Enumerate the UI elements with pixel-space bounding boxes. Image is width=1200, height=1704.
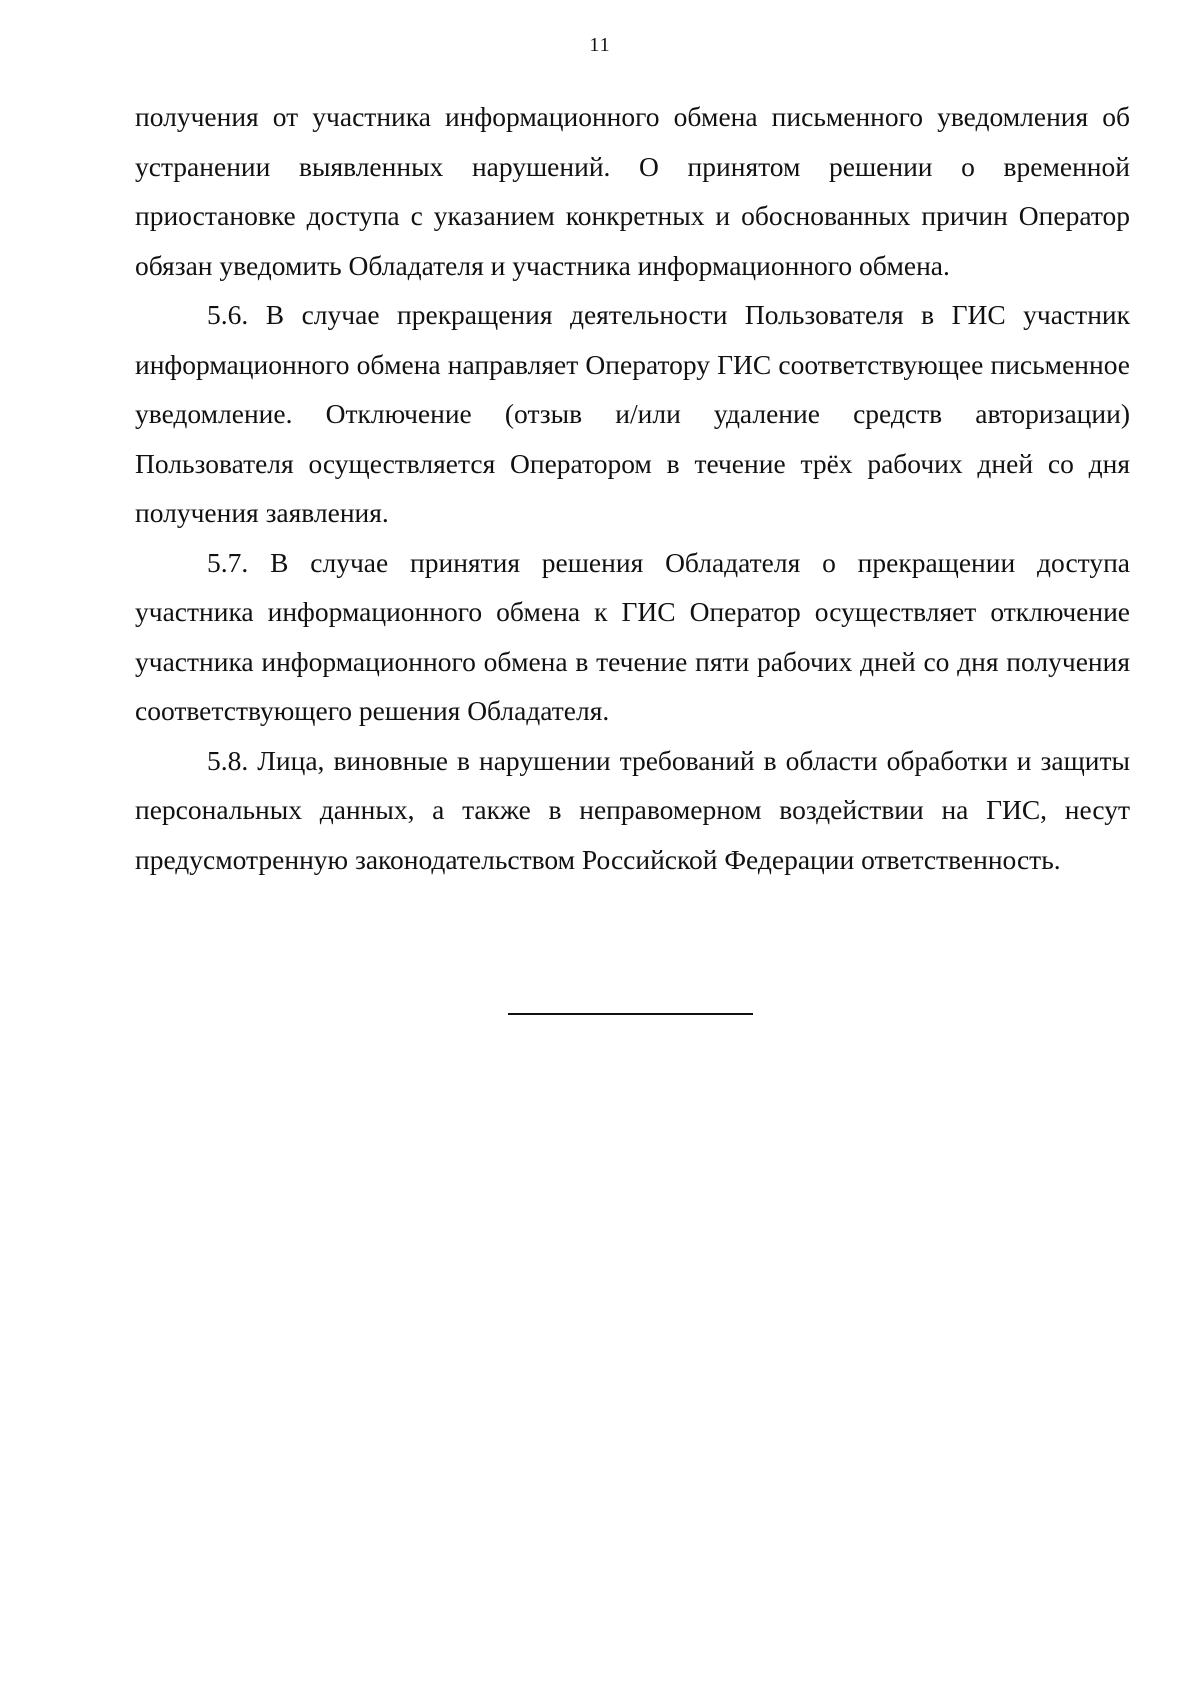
paragraph-5-7: 5.7. В случае принятия решения Обладателя о прекращении доступа участника информационного обмена к ГИС Оператор осуществляет отключение участника информационного обмена в течение пяти рабочих дней со дня получения соответствующего решения Обладателя. xyxy=(135,546,1130,726)
document-body xyxy=(135,92,1130,884)
page-number: 11 xyxy=(589,34,611,56)
paragraph-5-8: 5.8. Лица, виновные в нарушении требований в области обработки и защиты персональных данных, а также в неправомерном воздействии на ГИС, несут предусмотренную законодательством Российской Федерации ответственность. xyxy=(135,744,1130,875)
end-separator-line xyxy=(508,1013,753,1015)
paragraph-5-6: 5.6. В случае прекращения деятельности Пользователя в ГИС участник информационного обмена направляет Оператору ГИС соответствующее письменное уведомление. Отключение (отзыв и/или удаление средств авторизации) Пользователя осуществляется Оператором в течение трёх рабочих дней со дня получения заявления. xyxy=(135,299,1130,528)
paragraph-continuation: получения от участника информационного обмена письменного уведомления об устранении выявленных нарушений. О принятом решении о временной приостановке доступа с указанием конкретных и обоснованных причин Оператор обязан уведомить Обладателя и участника информационного обмена. xyxy=(135,101,1130,281)
